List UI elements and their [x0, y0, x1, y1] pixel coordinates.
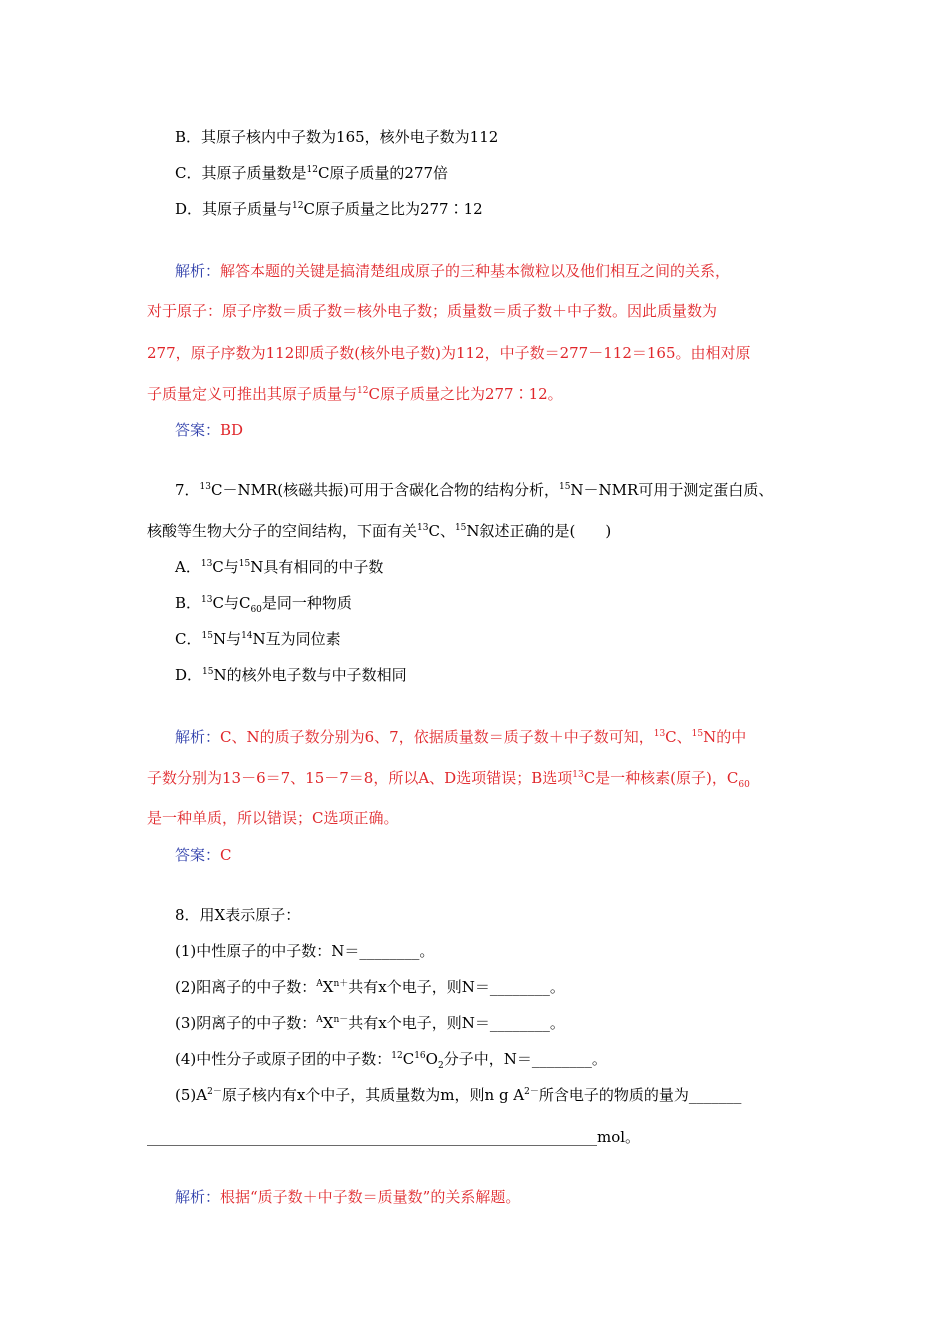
- q8-part-2: (2)阳离子的中子数：$^AX^{n+}$共有x个电子，则N＝________。: [175, 978, 565, 996]
- answer-label: 答案：: [175, 421, 221, 439]
- q8-analysis: 解析：根据“质子数＋中子数＝质量数”的关系解题。: [175, 1188, 521, 1206]
- q7-option-c: C．$^{15}$N与$^{14}$N互为同位素: [175, 630, 341, 648]
- q6-option-d: D．其原子质量与$^{12}$C原子质量之比为277∶12: [175, 200, 483, 218]
- q7-stem-line-1: 7．$^{13}$C－NMR(核磁共振)可用于含碳化合物的结构分析，$^{15}$N－NMR可用于测定蛋白质、: [175, 481, 774, 499]
- q7-analysis-line-2: 子数分别为13－6＝7、15－7＝8，所以A、D选项错误；B选项$^{13}$C是一种核素(原子)，$C_{60}$: [147, 769, 750, 790]
- q6-option-c: C．其原子质量数是$^{12}$C原子质量的277倍: [175, 164, 449, 182]
- q7-option-b: B．$^{13}$C与$C_{60}$是同一种物质: [175, 594, 352, 615]
- q7-option-a: A．$^{13}$C与$^{15}$N具有相同的中子数: [175, 558, 384, 576]
- analysis-label: 解析：: [175, 728, 221, 746]
- q6-analysis-line-2: 对于原子：原子序数＝质子数＝核外电子数；质量数＝质子数＋中子数。因此质量数为: [147, 302, 718, 320]
- q8-part-4: (4)中性分子或原子团的中子数：$^{12}C^{16}O_2$分子中，N＝________。: [175, 1050, 607, 1071]
- analysis-label: 解析：: [175, 1188, 221, 1206]
- q7-analysis-line-3: 是一种单质，所以错误；C选项正确。: [147, 809, 399, 827]
- q8-part-3: (3)阴离子的中子数：$^AX^{n-}$共有x个电子，则N＝________。: [175, 1014, 565, 1032]
- q7-option-d: D．$^{15}$N的核外电子数与中子数相同: [175, 666, 407, 684]
- q8-part-1: (1)中性原子的中子数：N＝________。: [175, 942, 435, 960]
- q6-analysis-line-4: 子质量定义可推出其原子质量与$^{12}$C原子质量之比为277∶12。: [147, 385, 563, 403]
- q8-stem: 8．用X表示原子：: [175, 906, 301, 924]
- q6-answer: 答案：BD: [175, 421, 244, 439]
- q8-part-5-line-2: ____________________________________________________________mol。: [147, 1128, 641, 1146]
- answer-label: 答案：: [175, 846, 221, 864]
- q7-analysis-line-1: 解析：C、N的质子数分别为6、7，依据质量数＝质子数＋中子数可知，$^{13}$C、$^{15}$N的中: [175, 728, 747, 746]
- q6-analysis-line-1: 解析：解答本题的关键是搞清楚组成原子的三种基本微粒以及他们相互之间的关系，: [175, 262, 731, 280]
- q8-part-5-line-1: $(5)A^{2-}$原子核内有x个中子，其质量数为m，则n g $A^{2-}$所含电子的物质的量为_______: [175, 1086, 742, 1104]
- analysis-label: 解析：: [175, 262, 221, 280]
- q6-option-b: B．其原子核内中子数为165，核外电子数为112: [175, 128, 499, 146]
- q7-stem-line-2: 核酸等生物大分子的空间结构，下面有关$^{13}$C、$^{15}$N叙述正确的是( ): [147, 522, 612, 540]
- q7-answer: 答案：C: [175, 846, 232, 864]
- q6-analysis-line-3: 277，原子序数为112即质子数(核外电子数)为112，中子数＝277－112＝165。由相对原: [147, 344, 751, 362]
